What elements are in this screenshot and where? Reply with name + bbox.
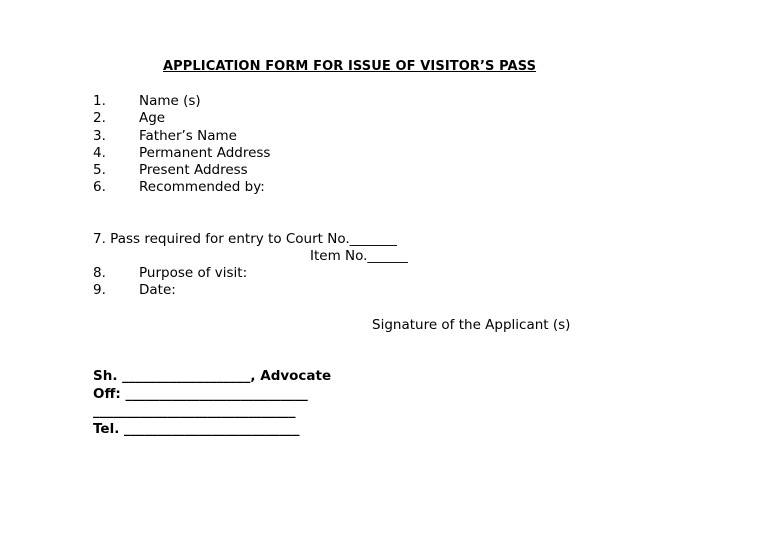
court-number-line: 7. Pass required for entry to Court No._______ (93, 231, 397, 247)
advocate-line: Sh. ___________________, Advocate (93, 368, 332, 384)
signature-label: Signature of the Applicant (s) (372, 317, 571, 333)
list-item (93, 282, 247, 299)
list-item (93, 265, 247, 282)
item-label: Father’s Name (139, 127, 237, 144)
item-number: 4. (93, 144, 106, 161)
form-items-list (93, 93, 270, 197)
item-number: 1. (93, 93, 106, 109)
telephone-line: Tel. __________________________ (93, 421, 300, 437)
item-number: 6. (93, 179, 106, 196)
item-number: 8. (93, 265, 106, 281)
item-label: Name (s) (139, 93, 201, 109)
item-label: Present Address (139, 162, 248, 179)
item-number: 5. (93, 162, 106, 179)
office-line: Off: ___________________________ (93, 386, 308, 402)
list-item (93, 93, 270, 110)
list-item (93, 162, 270, 179)
list-item (93, 110, 270, 127)
item-label: Age (139, 110, 166, 127)
item-number: 2. (93, 110, 106, 127)
item-label: Permanent Address (139, 144, 271, 161)
blank-line: ______________________________ (93, 403, 296, 419)
item-number: 9. (93, 282, 106, 299)
list-item (93, 179, 270, 196)
form-items-list-continued (93, 265, 247, 300)
item-label: Purpose of visit: (139, 265, 248, 281)
form-title: APPLICATION FORM FOR ISSUE OF VISITOR’S PASS (163, 59, 537, 74)
item-number-line: Item No.______ (310, 248, 408, 264)
list-item (93, 128, 270, 145)
item-number: 3. (93, 127, 106, 144)
item-label: Date: (139, 282, 176, 299)
item-label: Recommended by: (139, 179, 265, 196)
list-item (93, 145, 270, 162)
